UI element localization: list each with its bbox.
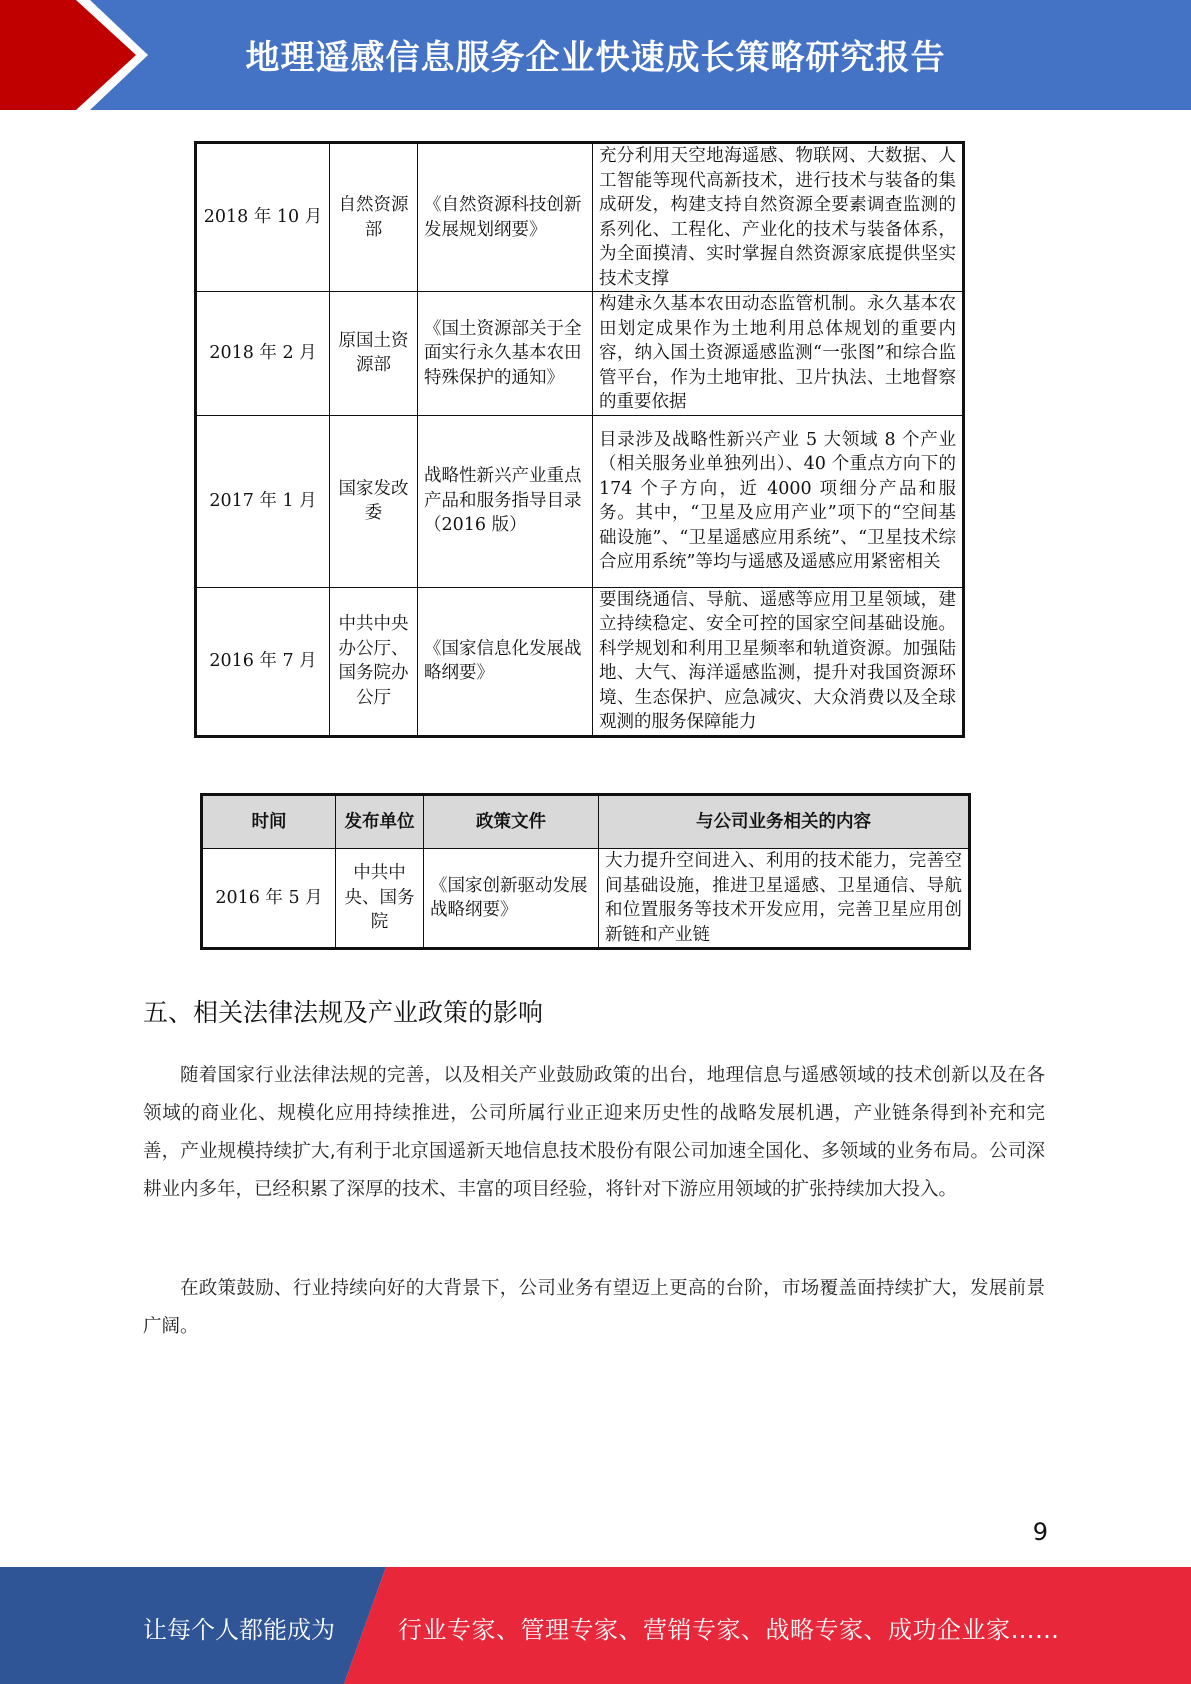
table-row — [202, 849, 970, 949]
section-heading: 五、相关法律法规及产业政策的影响 — [143, 998, 544, 1027]
desc-cell: 要围绕通信、导航、遥感等应用卫星领域，建立持续稳定、安全可控的国家空间基础设施。科学规划和利用卫星频率和轨道资源。加强陆地、大气、海洋遥感监测，提升对我国资源环境、生态保护、应急减灾、大众消费以及全球观测的服务保障能力 — [593, 587, 964, 736]
date-cell: 2018 年 10 月 — [196, 143, 330, 292]
table-header-row — [202, 795, 970, 849]
table-row — [196, 415, 964, 587]
desc-cell: 大力提升空间进入、利用的技术能力，完善空间基础设施，推进卫星遥感、卫星通信、导航和位置服务等技术开发应用，完善卫星应用创新链和产业链 — [599, 849, 970, 949]
header-doc: 政策文件 — [424, 795, 599, 849]
body-paragraph: 随着国家行业法律法规的完善，以及相关产业鼓励政策的出台，地理信息与遥感领域的技术创新以及在各领域的商业化、规模化应用持续推进，公司所属行业正迎来历史性的战略发展机遇，产业链条得到补充和完善，产业规模持续扩大,有利于北京国遥新天地信息技术股份有限公司加速全国化、多领域的业务布局。公司深耕业内多年，已经积累了深厚的技术、丰富的项目经验，将针对下游应用领域的扩张持续加大投入。 — [143, 1065, 1045, 1200]
desc-cell: 充分利用天空地海遥感、物联网、大数据、人工智能等现代高新技术，进行技术与装备的集成研发，构建支持自然资源全要素调查监测的系列化、工程化、产业化的技术与装备体系，为全面摸清、实时掌握自然资源家底提供坚实技术支撑 — [593, 143, 964, 292]
header-date: 时间 — [202, 795, 336, 849]
page-number: 9 — [1032, 1518, 1048, 1546]
org-cell: 自然资源部 — [330, 143, 418, 292]
page-header — [0, 0, 1191, 110]
doc-cell: 《自然资源科技创新发展规划纲要》 — [418, 143, 593, 292]
date-cell: 2016 年 7 月 — [196, 587, 330, 736]
header-org: 发布单位 — [336, 795, 424, 849]
footer-slogan-left: 让每个人都能成为 — [143, 1616, 335, 1644]
doc-cell: 《国土资源部关于全面实行永久基本农田特殊保护的通知》 — [418, 292, 593, 416]
doc-cell: 战略性新兴产业重点产品和服务指导目录（2016 版） — [418, 415, 593, 587]
org-cell: 中共中央办公厅、国务院办公厅 — [330, 587, 418, 736]
doc-cell: 《国家创新驱动发展战略纲要》 — [424, 849, 599, 949]
org-cell: 原国土资源部 — [330, 292, 418, 416]
desc-cell: 构建永久基本农田动态监管机制。永久基本农田划定成果作为土地利用总体规划的重要内容，纳入国土资源遥感监测“一张图”和综合监管平台，作为土地审批、卫片执法、土地督察的重要依据 — [593, 292, 964, 416]
table-row — [196, 292, 964, 416]
table-row — [196, 143, 964, 292]
org-cell: 国家发改委 — [330, 415, 418, 587]
date-cell: 2016 年 5 月 — [202, 849, 336, 949]
page-footer — [0, 1567, 1191, 1684]
report-title: 地理遥感信息服务企业快速成长策略研究报告 — [245, 38, 946, 78]
policy-table-continued — [194, 141, 965, 738]
header-desc: 与公司业务相关的内容 — [599, 795, 970, 849]
table-row — [196, 587, 964, 736]
body-paragraph: 在政策鼓励、行业持续向好的大背景下，公司业务有望迈上更高的台阶，市场覆盖面持续扩大，发展前景广阔。 — [143, 1278, 1045, 1337]
desc-cell: 目录涉及战略性新兴产业 5 大领域 8 个产业（相关服务业单独列出）、40 个重点方向下的 174 个子方向，近 4000 项细分产品和服务。其中，“卫星及应用产业”项下的“空间基础设施”、“卫星遥感应用系统”、“卫星技术综合应用系统”等均与遥感及遥感应用紧密相关 — [593, 415, 964, 587]
policy-table — [200, 793, 971, 950]
date-cell: 2018 年 2 月 — [196, 292, 330, 416]
doc-cell: 《国家信息化发展战略纲要》 — [418, 587, 593, 736]
footer-slogan-right: 行业专家、管理专家、营销专家、战略专家、成功企业家…… — [398, 1616, 1060, 1644]
org-cell: 中共中央、国务院 — [336, 849, 424, 949]
date-cell: 2017 年 1 月 — [196, 415, 330, 587]
